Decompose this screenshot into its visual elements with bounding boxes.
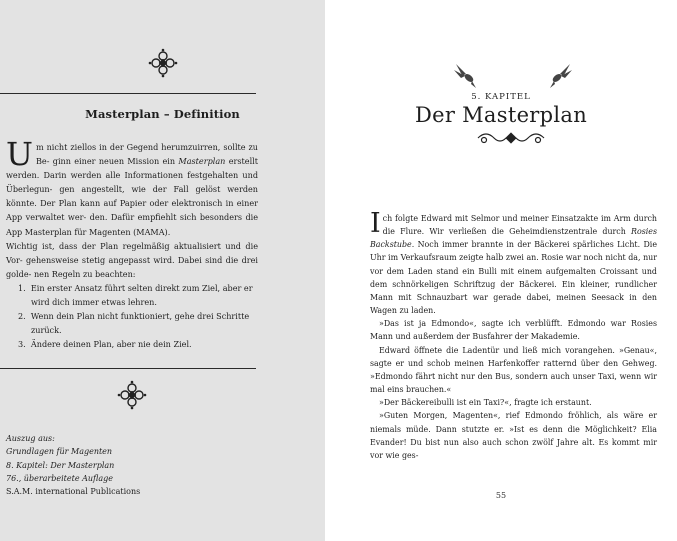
dropcap: U (6, 135, 33, 173)
hummingbird-icon (542, 60, 574, 92)
second-paragraph: Wichtig ist, dass der Plan regelmäßig aktualisiert und die Vor- gehensweise stetig angepasst wird. Dabei sind die drei golde- nen Regeln zu beachten: (6, 240, 259, 279)
hummingbird-icon (452, 60, 484, 92)
list-item: 1. Ein erster Ansatz führt selten direkt zum Ziel, aber er wird dich immer etwas lehren. (18, 282, 253, 308)
right-page (325, 0, 677, 541)
definition-body (6, 135, 259, 351)
bottom-rule (0, 368, 256, 369)
list-item: 2. Wenn dein Plan nicht funktioniert, gehe drei Schritte zurück. (18, 311, 250, 336)
chapter-title: Der Masterplan (414, 103, 588, 127)
story-paragraph: Ich folgte Edward mit Selmor und meiner Einsatzakte im Arm durch die Flure. Wir verließen die Geheimdienstzentrale durch Rosies Backstube. Noch immer brannte in der Bäckerei spärliches Licht. Die Uhr im Verkaufsraum zeigte halb zwei an. Rosie war noch nicht da, nur vor dem Laden stand ein Bulli mit einem aufgemalten Croissant und dem schnörkeligen Schriftzug der Bäckerei. Ein kleiner, rundlicher Mann mit Schnauzbart war gerade dabei, meinen Seesack in den Wagen zu laden. (370, 208, 657, 316)
intro-paragraph: Um nicht ziellos in der Gegend herumzuirren, sollte zu Be- ginn einer neuen Mission ein Masterplan erstellt werden. Darin werden alle Informationen festgehalten und Überlegun- gen angestellt, wie der Fall gelöst werden könnte. Der Plan kann auf Papier oder elektronisch in einer App verwaltet wer- den. Dafür empfiehlt sich besonders die App Masterplan für Magenten (MAMA). (6, 135, 259, 237)
golden-rules-list (6, 281, 258, 351)
story-paragraph: »Das ist ja Edmondo«, sagte ich verblüfft. Edmondo war Rosies Mann und außerdem der Busfahrer der Makademie. (370, 319, 657, 342)
story-paragraph: »Der Bäckereibulli ist ein Taxi?«, fragte ich erstaunt. (379, 398, 592, 408)
story-paragraph: Edward öffnete die Ladentür und ließ mich vorangehen. »Genau«, sagte er und schob meinen Harfenkoffer ratternd über den Gehweg. »Edmondo fährt nicht nur den Bus, sondern auch unser Taxi, wenn wir mal eins brauchen.« (370, 345, 657, 395)
left-page (0, 0, 325, 541)
quatrefoil-ornament-icon (117, 380, 147, 410)
definition-title: Masterplan – Definition (85, 107, 240, 121)
top-rule (0, 93, 256, 94)
story-paragraph: »Guten Morgen, Magenten«, rief Edmondo fröhlich, als wäre er niemals müde. Dann stutzte er. »Ist es denn die Möglichkeit? Elia Evander! Du bist nun also auch schon zwölf Jahre alt. Es kommt mir vor wie ges- (370, 411, 657, 460)
list-item: 3. Ändere deinen Plan, aber nie dein Ziel. (18, 339, 192, 350)
colophon: Auszug aus: Grundlagen für Magenten 8. Kapitel: Der Masterplan 76., überarbeitete Auflage S.A.M. international Publications (6, 434, 141, 497)
chapter-label: 5. KAPITEL (471, 92, 531, 102)
page-number: 55 (495, 491, 507, 500)
quatrefoil-ornament-icon (148, 48, 178, 78)
story-text (370, 208, 657, 462)
dropcap: I (370, 208, 381, 239)
flourish-divider-icon (476, 128, 546, 148)
